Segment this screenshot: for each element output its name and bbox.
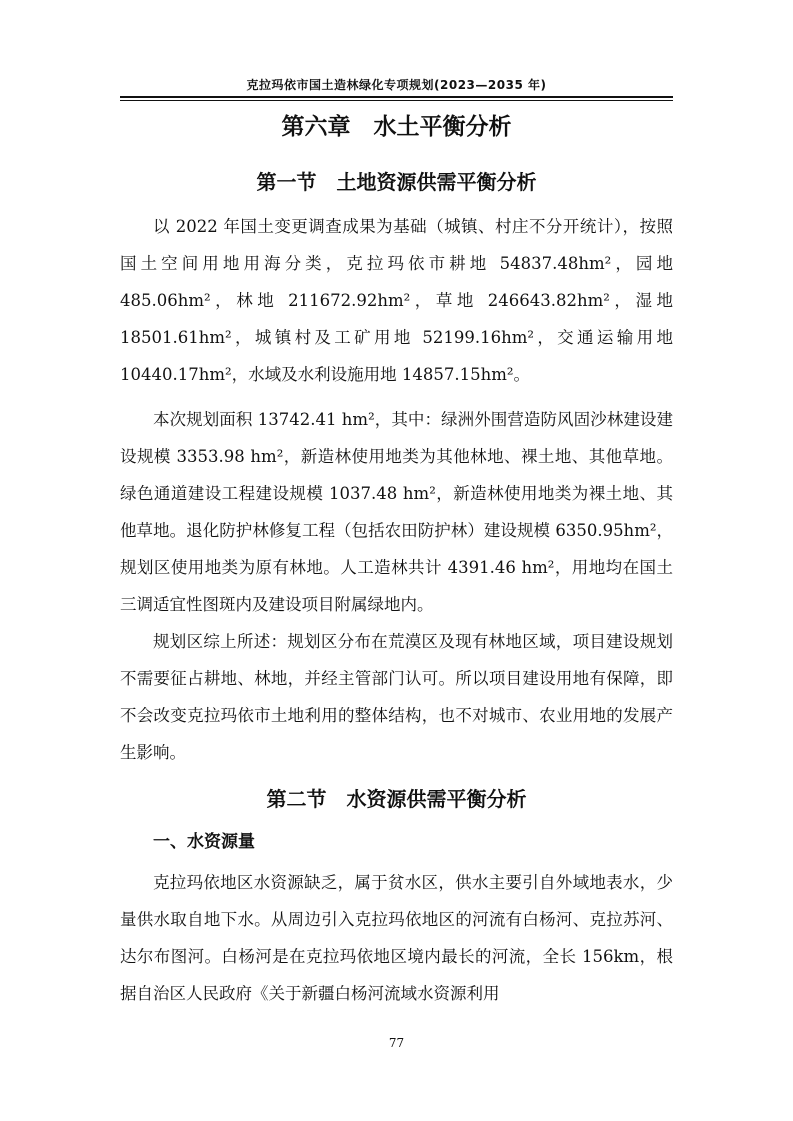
subsection-title-water-quantity: 一、水资源量 <box>153 832 255 852</box>
water-paragraph-1 <box>120 864 673 1012</box>
section-title-water: 第二节 水资源供需平衡分析 <box>266 787 527 811</box>
chapter-title: 第六章 水土平衡分析 <box>281 114 512 140</box>
section-title-land: 第一节 土地资源供需平衡分析 <box>256 170 537 194</box>
running-header: 克拉玛依市国土造林绿化专项规划(2023—2035 年) <box>246 78 547 92</box>
page-number: 77 <box>388 1036 405 1050</box>
header-rule-thin <box>120 100 673 101</box>
header-rule-thick <box>120 96 673 98</box>
land-paragraph-3 <box>120 623 673 771</box>
paragraph-text: 本次规划面积 13742.41 hm²，其中：绿洲外围营造防风固沙林建设建设规模 3353.98 hm²，新造林使用地类为其他林地、裸土地、其他草地。绿色通道建设工程建设规模 1037.48 hm²，新造林使用地类为裸土地、其他草地。退化防护林修复工程（包括农田防护林）建设规模 6350.95hm²，规划区使用地类为原有林地。人工造林共计 4391.46 hm²，用地均在国土三调适宜性图斑内及建设项目附属绿地内。 <box>120 410 673 614</box>
land-paragraph-1 <box>120 208 673 393</box>
land-paragraph-2 <box>120 401 673 623</box>
paragraph-text: 规划区综上所述：规划区分布在荒漠区及现有林地区域，项目建设规划不需要征占耕地、林地，并经主管部门认可。所以项目建设用地有保障，即不会改变克拉玛依市土地利用的整体结构，也不对城市、农业用地的发展产生影响。 <box>120 632 673 762</box>
paragraph-text: 以 2022 年国土变更调查成果为基础（城镇、村庄不分开统计），按照国土空间用地用海分类，克拉玛依市耕地 54837.48hm²，园地 485.06hm²，林地 211672.92hm²，草地 246643.82hm²，湿地 18501.61hm²，城镇村及工矿用地 52199.16hm²，交通运输用地 10440.17hm²，水域及水利设施用地 14857.15hm²。 <box>120 217 673 384</box>
paragraph-text: 克拉玛依地区水资源缺乏，属于贫水区，供水主要引自外域地表水，少量供水取自地下水。从周边引入克拉玛依地区的河流有白杨河、克拉苏河、达尔布图河。白杨河是在克拉玛依地区境内最长的河流，全长 156km，根据自治区人民政府《关于新疆白杨河流域水资源利用 <box>120 873 673 1003</box>
